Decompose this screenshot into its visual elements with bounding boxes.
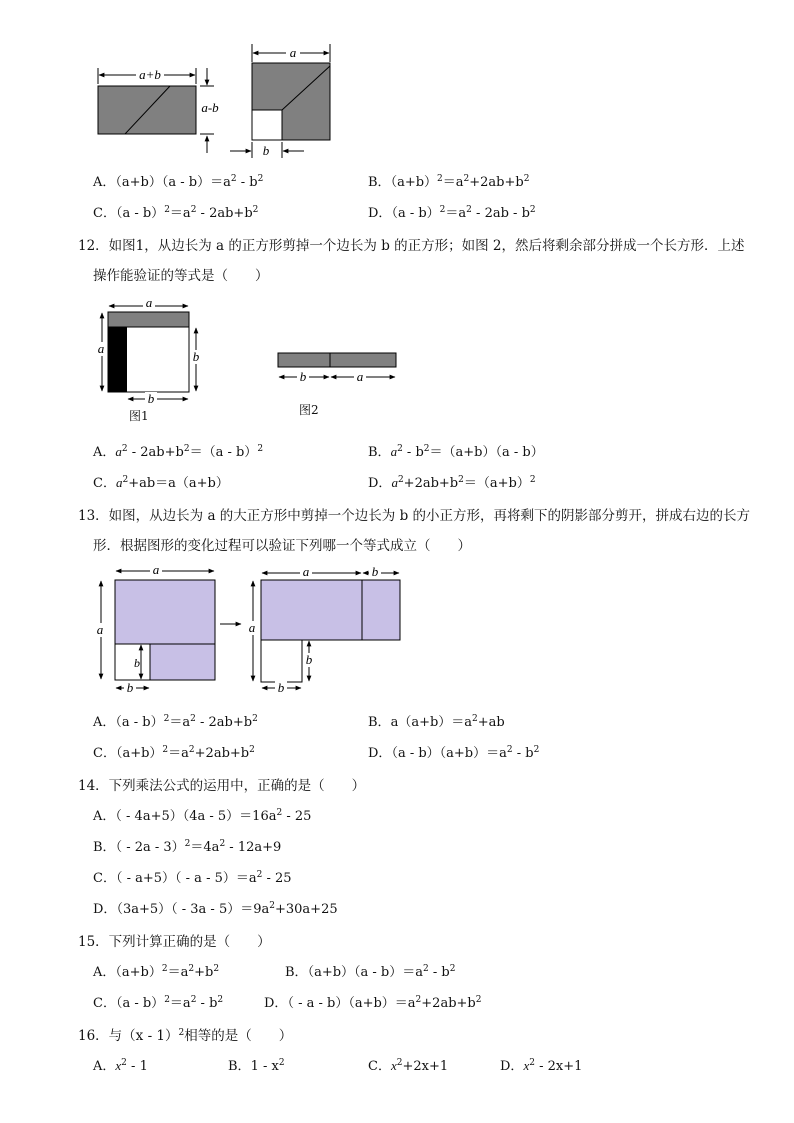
q13-right-label-b-side: b <box>305 652 313 667</box>
q16-option-b[interactable]: B．$1 - x^2$ <box>228 1058 285 1074</box>
q13-right-bottom-rect <box>261 640 302 682</box>
q13-option-b[interactable]: B．$a(a+b)=a^2+ab$ <box>368 714 505 730</box>
q12-fig1-black-strip <box>108 327 127 392</box>
q16-option-c[interactable]: C．$x^2+2x+1$ <box>368 1058 449 1074</box>
q11-label-b: b <box>262 143 270 158</box>
q12-fig1-caption: 图1 <box>129 409 149 423</box>
q12-figure <box>0 290 794 430</box>
q14-stem: 14．下列乘法公式的运用中，正确的是（ ） <box>78 778 366 794</box>
q16-option-d[interactable]: D．$x^2 - 2x+1$ <box>500 1058 583 1074</box>
q13-left-label-a-top: a <box>152 562 160 577</box>
q11-option-b[interactable]: B．$(a+b)^2=a^2+2ab+b^2$ <box>368 174 530 190</box>
q13-stem-line2: 形．根据图形的变化过程可以验证下列哪一个等式成立（ ） <box>93 538 471 554</box>
q12-fig1-label-a-top: a <box>145 295 153 310</box>
q12-fig1-label-a-left: a <box>97 341 105 356</box>
q14-option-c[interactable]: C．（ - $a+5)( - a - 5)=a^2 - 25$ <box>93 870 292 886</box>
q12-fig2-label-a: a <box>356 369 364 384</box>
q13-left-label-b-inner: b <box>134 656 140 670</box>
q12-option-b[interactable]: B．$a^2 - b^2=(a+b)(a - b)$ <box>368 444 544 460</box>
q15-option-a[interactable]: A．$(a+b)^2=a^2+b^2$ <box>93 964 220 980</box>
q13-figure <box>0 560 794 700</box>
q13-right-label-a-side: a <box>248 620 256 635</box>
q13-stem-line1: 13．如图，从边长为 a 的大正方形中剪掉一个边长为 b 的小正方形，再将剩下的阴影部分剪开，拼成右边的长方 <box>78 508 751 524</box>
q11-label-a: a <box>289 45 297 60</box>
q12-option-d[interactable]: D．$a^2+2ab+b^2=(a+b)^2$ <box>368 475 536 491</box>
q11-cut-square <box>252 110 282 140</box>
q12-option-a[interactable]: A．$a^2 - 2ab+b^2=(a - b)^2$ <box>93 444 264 460</box>
q11-label-amb: a-b <box>201 100 219 115</box>
q12-fig1-label-b-right: b <box>192 349 200 364</box>
q15-option-b[interactable]: B．$(a+b)(a - b)=a^2 - b^2$ <box>285 964 456 980</box>
q13-right-top-rect <box>261 580 400 640</box>
q11-figure <box>0 0 794 170</box>
q15-stem: 15．下列计算正确的是（ ） <box>78 934 271 950</box>
q12-fig1-label-b-bottom: b <box>147 391 155 406</box>
q14-option-a[interactable]: A．（ - $4a+5)(4a - 5)=16a^2 - 25$ <box>93 808 312 824</box>
q13-option-d[interactable]: D．$(a - b)(a+b)=a^2 - b^2$ <box>368 745 540 761</box>
q12-fig1-gray-strip <box>108 312 189 327</box>
q12-fig2-label-b: b <box>299 369 307 384</box>
q12-stem-line2: 操作能验证的等式是（ ） <box>93 268 269 284</box>
q15-option-d[interactable]: D．（ - $a - b)(a+b)=a^2+2ab+b^2$ <box>264 995 482 1011</box>
q12-fig2-caption: 图2 <box>299 403 319 417</box>
q13-right-label-a-top: a <box>302 564 310 579</box>
q14-option-b[interactable]: B．（ - $2a - 3)^2=4a^2 - 12a+9$ <box>93 839 282 855</box>
q13-right-label-b-top: b <box>371 564 379 579</box>
q13-option-a[interactable]: A．$(a - b)^2=a^2 - 2ab+b^2$ <box>93 714 258 730</box>
q11-option-a[interactable]: A．$(a+b)(a - b)=a^2 - b^2$ <box>93 174 264 190</box>
q11-option-c[interactable]: C．$(a - b)^2=a^2 - 2ab+b^2$ <box>93 205 259 221</box>
q13-right-label-b-bottom: b <box>277 680 285 695</box>
q16-stem: 16．与（x - 1）$^2$相等的是（ ） <box>78 1028 293 1044</box>
q12-stem-line1: 12．如图1，从边长为 a 的正方形剪掉一个边长为 b 的正方形；如图 2，然后将剩余部分拼成一个长方形．上述 <box>78 238 745 254</box>
q13-left-label-b-bottom: b <box>126 680 134 695</box>
q15-option-c[interactable]: C．$(a - b)^2=a^2 - b^2$ <box>93 995 224 1011</box>
q13-left-label-a-side: a <box>96 622 104 637</box>
q12-fig2-rect <box>278 353 396 367</box>
q13-option-c[interactable]: C．$(a+b)^2=a^2+2ab+b^2$ <box>93 745 255 761</box>
q16-option-a[interactable]: A．$x^2 - 1$ <box>93 1058 148 1074</box>
q12-option-c[interactable]: C．$a^2+ab=a(a+b)$ <box>93 475 229 491</box>
q11-label-apb: a+b <box>139 67 161 82</box>
q11-option-d[interactable]: D．$(a - b)^2=a^2 - 2ab - b^2$ <box>368 205 536 221</box>
q14-option-d[interactable]: D．$(3a+5)( - 3a - 5)=9a^2+30a+25$ <box>93 901 338 917</box>
q13-cut-square <box>115 644 150 680</box>
